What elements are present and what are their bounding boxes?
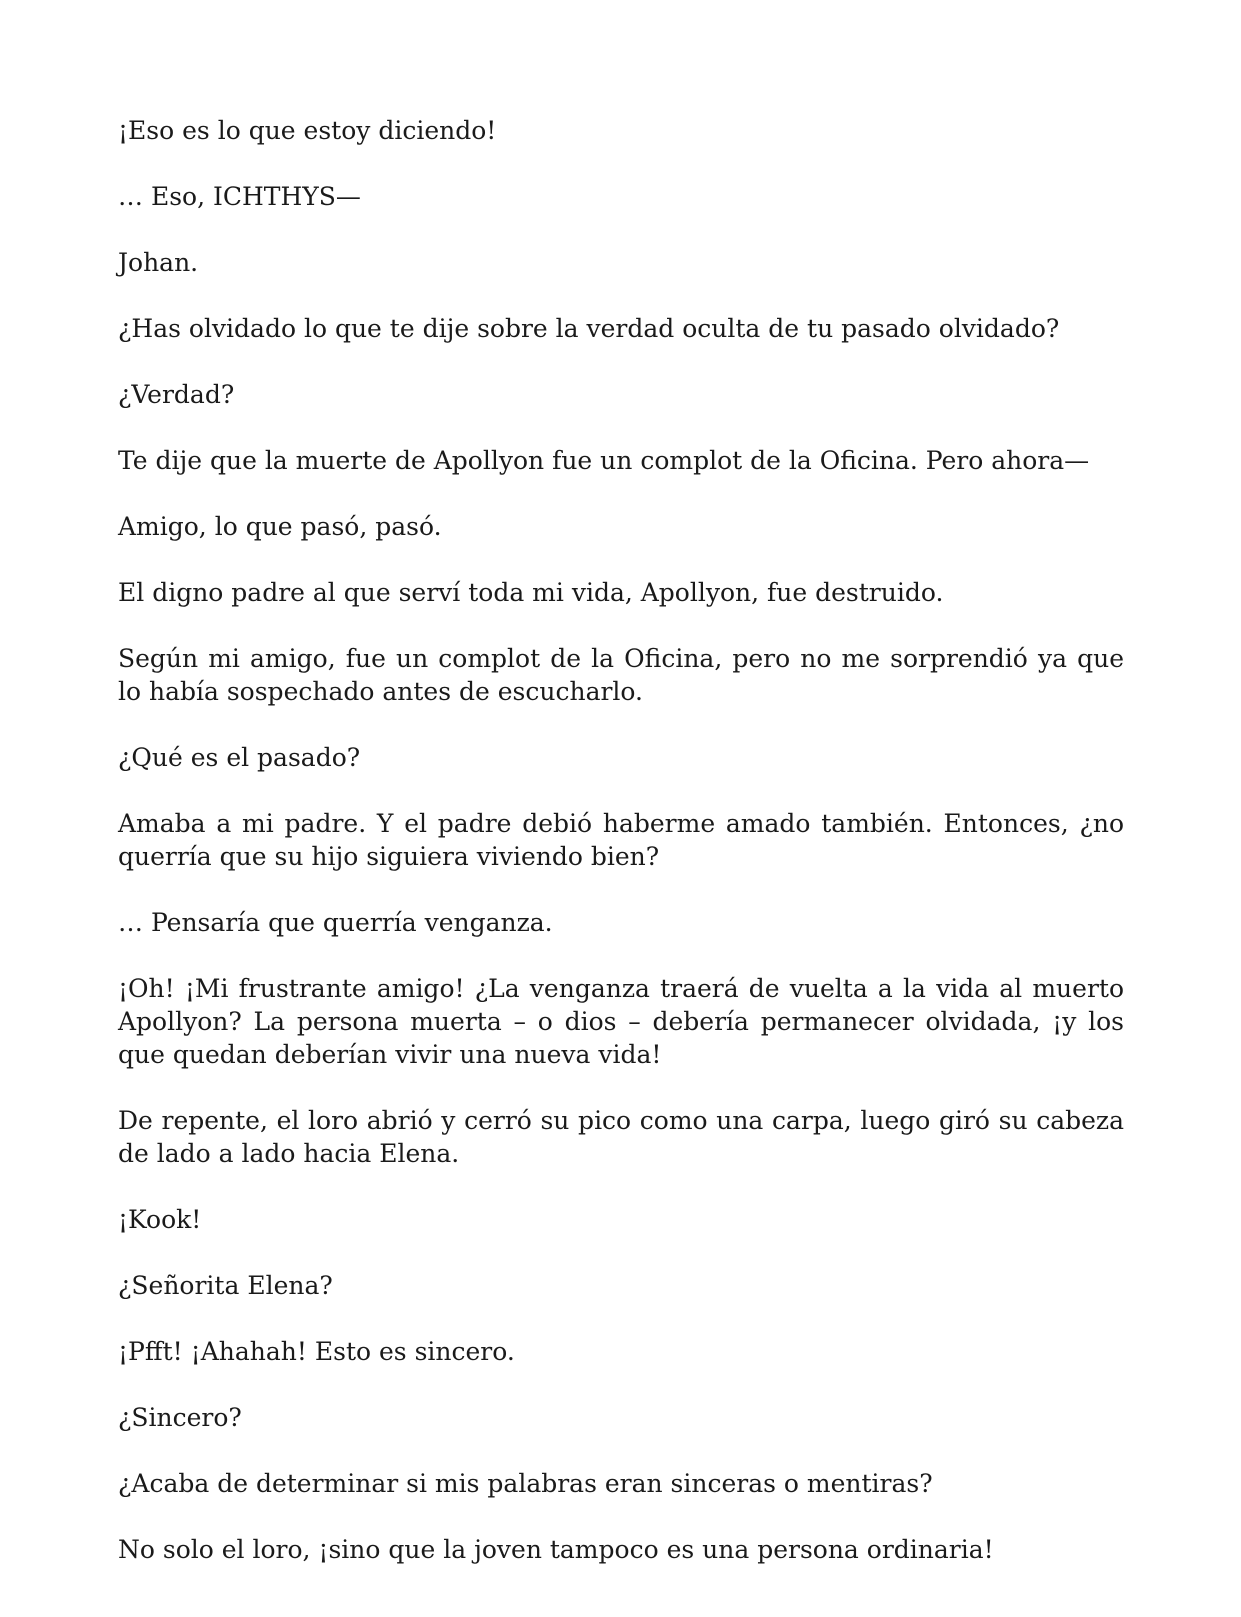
- paragraph: Te dije que la muerte de Apollyon fue un complot de la Oficina. Pero ahora—: [118, 446, 1090, 475]
- paragraph: Amigo, lo que pasó, pasó.: [118, 512, 442, 541]
- paragraph: Amaba a mi padre. Y el padre debió haberme amado también. Entonces, ¿no querría que su hijo siguiera viviendo bien?: [118, 809, 1124, 871]
- paragraph: Según mi amigo, fue un complot de la Oficina, pero no me sorprendió ya que lo había sospechado antes de escucharlo.: [118, 644, 1124, 706]
- paragraph: ¡Eso es lo que estoy diciendo!: [118, 116, 497, 145]
- paragraph: ¡Kook!: [118, 1205, 202, 1234]
- paragraph: ¡Oh! ¡Mi frustrante amigo! ¿La venganza traerá de vuelta a la vida al muerto Apollyon? La persona muerta – o dios – debería permanecer olvidada, ¡y los que quedan deberían vivir una nueva vida!: [118, 974, 1124, 1069]
- paragraph: ¿Verdad?: [118, 380, 235, 409]
- paragraph: El digno padre al que serví toda mi vida, Apollyon, fue destruido.: [118, 578, 944, 607]
- paragraph: … Eso, ICHTHYS—: [118, 182, 361, 211]
- paragraph: No solo el loro, ¡sino que la joven tampoco es una persona ordinaria!: [118, 1535, 994, 1564]
- paragraph: ¿Sincero?: [118, 1403, 242, 1432]
- paragraph: De repente, el loro abrió y cerró su pico como una carpa, luego giró su cabeza de lado a lado hacia Elena.: [118, 1106, 1124, 1168]
- paragraph: ¡Pfft! ¡Ahahah! Esto es sincero.: [118, 1337, 515, 1366]
- paragraph: … Pensaría que querría venganza.: [118, 908, 553, 937]
- paragraph: ¿Acaba de determinar si mis palabras eran sinceras o mentiras?: [118, 1469, 933, 1498]
- paragraph: ¿Has olvidado lo que te dije sobre la verdad oculta de tu pasado olvidado?: [118, 314, 1060, 343]
- paragraph: ¿Qué es el pasado?: [118, 743, 361, 772]
- document-body: [118, 114, 1124, 1599]
- paragraph: ¿Señorita Elena?: [118, 1271, 333, 1300]
- paragraph: Johan.: [118, 248, 199, 277]
